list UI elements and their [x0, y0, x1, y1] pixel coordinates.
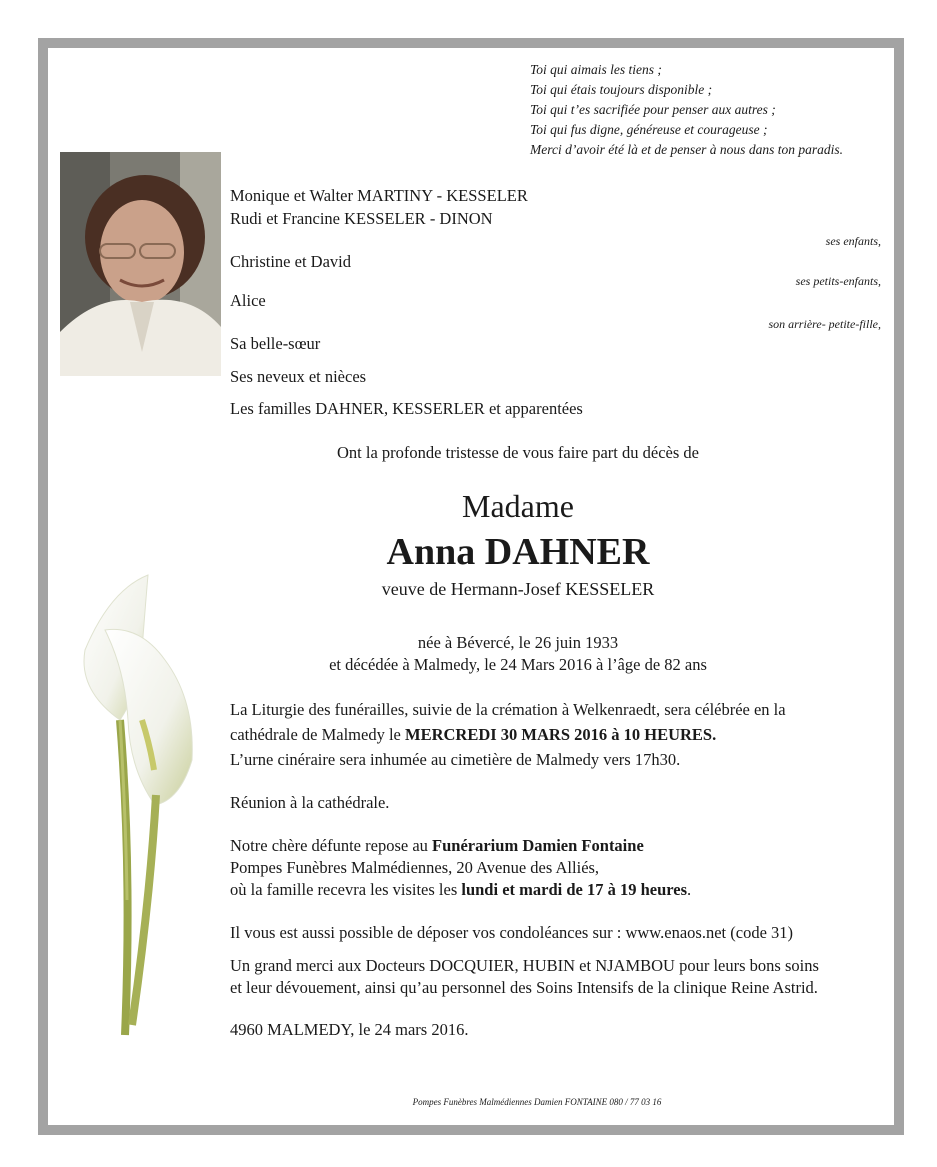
funeral-line-2 — [230, 722, 716, 747]
family-grandchildren: Christine et David — [230, 252, 351, 271]
poem-line: Merci d’avoir été là et de penser à nous dans ton paradis. — [530, 142, 843, 157]
poem — [530, 60, 843, 160]
calla-lily-illustration — [70, 570, 210, 1045]
visitation-line-2: Pompes Funèbres Malmédiennes, 20 Avenue des Alliés, — [230, 858, 600, 877]
condolences-text: Il vous est aussi possible de déposer vos condoléances sur : www.enaos.net (code 31) — [230, 923, 794, 942]
footer-funeral-home: Pompes Funèbres Malmédiennes Damien FONTAINE 080 / 77 03 16 — [412, 1097, 662, 1107]
deceased-widow-of: veuve de Hermann-Josef KESSELER — [381, 579, 655, 599]
death-info: et décédée à Malmedy, le 24 Mars 2016 à l’âge de 82 ans — [329, 655, 707, 674]
funeral-line-1: La Liturgie des funérailles, suivie de la crémation à Welkenraedt, sera célébrée en la — [230, 700, 786, 719]
children-note: ses enfants, — [825, 234, 881, 248]
family-nephews: Ses neveux et nièces — [230, 367, 367, 386]
family-great-grandchild: Alice — [230, 291, 266, 310]
family-sister-in-law: Sa belle-sœur — [230, 334, 321, 353]
thanks-line-1: Un grand merci aux Docteurs DOCQUIER, HUBIN et NJAMBOU pour leurs bons soins — [230, 956, 819, 975]
great-grandchild-note: son arrière- petite-fille, — [768, 317, 881, 331]
visitation-line-1-text: Notre chère défunte repose au — [230, 836, 433, 855]
visitation-line-3-text: où la famille recevra les visites les — [230, 880, 462, 899]
funeral-date-time: MERCREDI 30 MARS 2016 à 10 HEURES. — [405, 725, 717, 744]
funeral-line-3: L’urne cinéraire sera inhumée au cimetière de Malmedy vers 17h30. — [230, 750, 681, 769]
poem-line: Toi qui fus digne, généreuse et courageuse ; — [530, 122, 768, 137]
portrait-photo — [60, 152, 221, 376]
grandchildren-note: ses petits-enfants, — [795, 274, 881, 288]
visitation-hours: lundi et mardi de 17 à 19 heures — [461, 880, 688, 899]
announcement: Ont la profonde tristesse de vous faire part du décès de — [337, 443, 699, 462]
birth-info: née à Bévercé, le 26 juin 1933 — [417, 633, 619, 652]
poem-line: Toi qui aimais les tiens ; — [530, 62, 662, 77]
visitation-line-3 — [230, 877, 691, 902]
funeral-line-2-text: cathédrale de Malmedy le — [230, 725, 405, 744]
reunion-text: Réunion à la cathédrale. — [230, 793, 390, 812]
deceased-title: Madame — [462, 488, 574, 524]
visitation-line-3-end: . — [687, 880, 692, 899]
thanks-line-2: et leur dévouement, ainsi qu’au personnel des Soins Intensifs de la clinique Reine Astrid. — [230, 978, 818, 997]
family-families: Les familles DAHNER, KESSERLER et apparentées — [230, 399, 583, 418]
family-children-2: Rudi et Francine KESSELER - DINON — [230, 209, 493, 228]
funerarium-name: Funérarium Damien Fontaine — [432, 836, 644, 855]
poem-line: Toi qui t’es sacrifiée pour penser aux autres ; — [530, 102, 776, 117]
poem-line: Toi qui étais toujours disponible ; — [530, 82, 713, 97]
deceased-name: Anna DAHNER — [386, 531, 650, 573]
place-date: 4960 MALMEDY, le 24 mars 2016. — [230, 1020, 469, 1039]
family-children-1: Monique et Walter MARTINY - KESSELER — [230, 186, 528, 205]
portrait-illustration — [60, 152, 221, 376]
